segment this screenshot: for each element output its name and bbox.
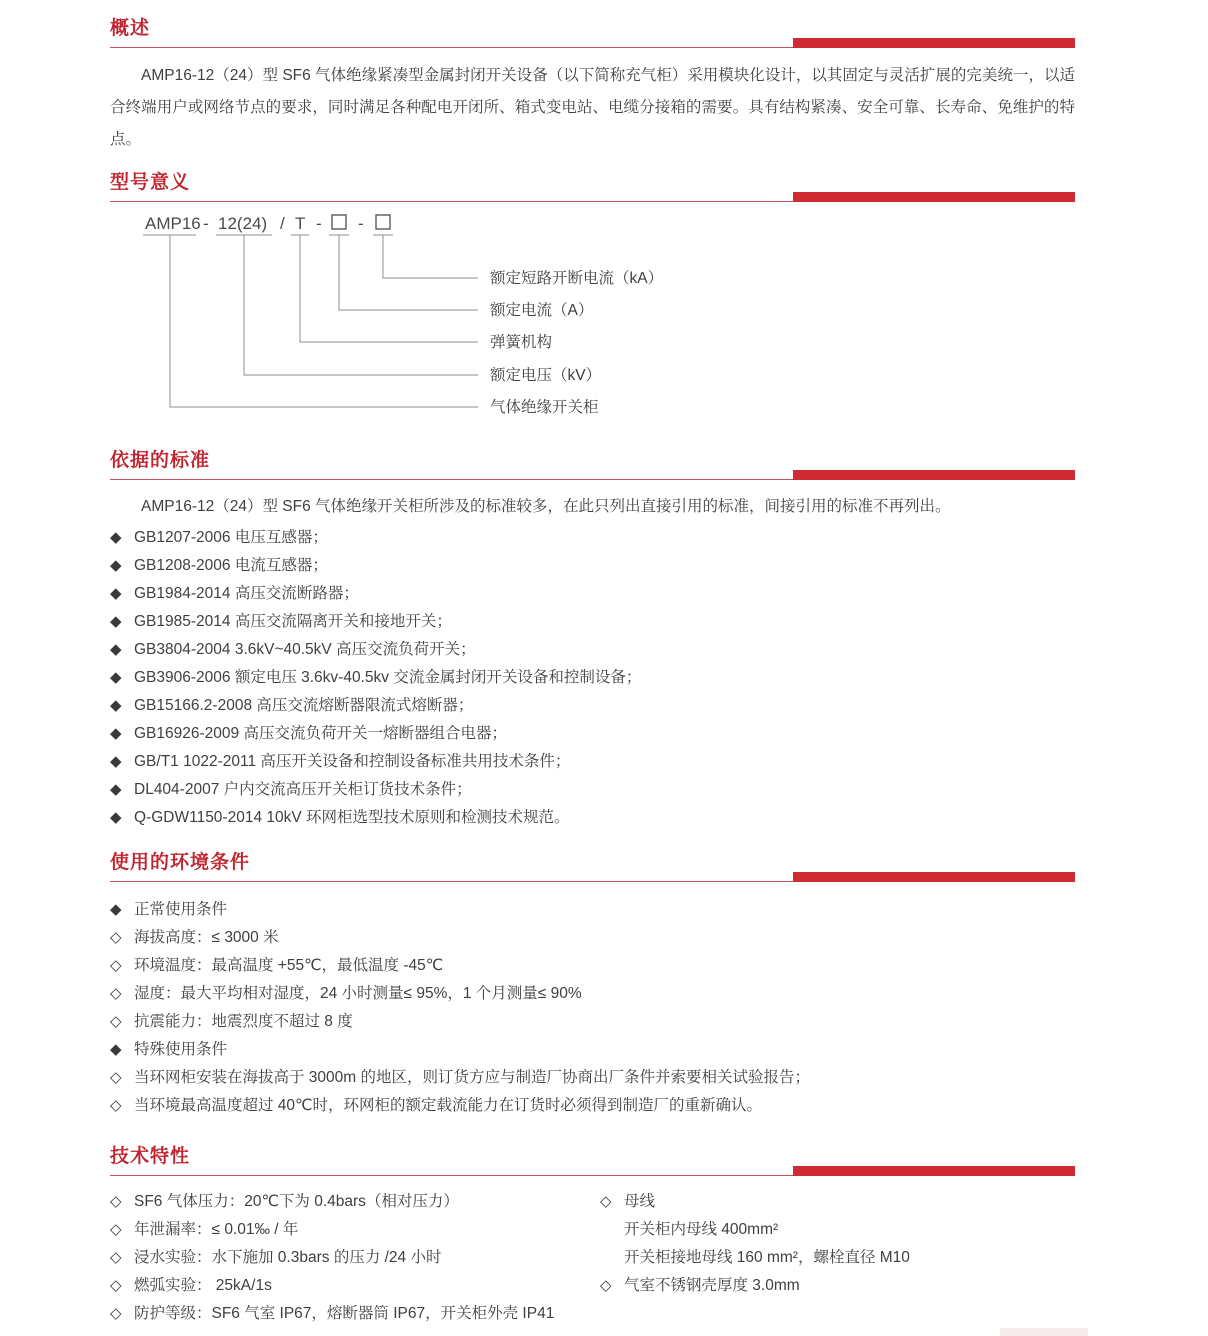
technical-columns	[110, 1188, 1075, 1328]
section-title-standards: 依据的标准	[110, 450, 211, 471]
technical-text: SF6 气体压力：20℃下为 0.4bars（相对压力）	[134, 1193, 459, 1210]
standard-text: GB15166.2-2008 高压交流熔断器限流式熔断器；	[134, 697, 474, 714]
connector-line	[383, 235, 478, 278]
overview-paragraph: AMP16-12（24）型 SF6 气体绝缘紧凑型金属封闭开关设备（以下简称充气柜）采用模块化设计，以其固定与灵活扩展的完美统一，以适合终端用户或网络节点的要求，同时满足各种配电开闭所、箱式变电站、电缆分接箱的需要。具有结构紧凑、安全可靠、长寿命、免维护的特点。	[110, 67, 1075, 148]
environment-list	[110, 896, 1075, 1120]
technical-item	[600, 1244, 1075, 1272]
diamond-bullet: ◇	[110, 929, 122, 946]
section-title-overview: 概述	[110, 18, 151, 39]
standards-list	[110, 524, 1075, 832]
standard-text: GB1984-2014 高压交流断路器；	[134, 585, 359, 602]
model-code-separator: -	[316, 214, 322, 233]
connector-line	[170, 235, 478, 407]
section-rule	[110, 196, 1075, 202]
environment-text: 抗震能力：地震烈度不超过 8 度	[134, 1013, 353, 1030]
technical-item	[110, 1188, 600, 1216]
technical-item	[600, 1272, 1075, 1300]
model-code-separator: /	[280, 214, 285, 233]
technical-text: 开关柜接地母线 160 mm²，螺栓直径 M10	[624, 1249, 910, 1266]
environment-item	[110, 1008, 1075, 1036]
standard-item	[110, 776, 1075, 804]
model-label: 弹簧机构	[490, 334, 553, 351]
diamond-bullet: ◆	[110, 529, 122, 546]
model-labels	[490, 269, 663, 416]
environment-item	[110, 1064, 1075, 1092]
section-title-technical: 技术特性	[110, 1146, 191, 1167]
standard-item	[110, 636, 1075, 664]
section-rule	[110, 474, 1075, 480]
diamond-bullet: ◇	[110, 1221, 122, 1238]
page-content	[110, 16, 1075, 1328]
standard-text: GB16926-2009 高压交流负荷开关一熔断器组合电器；	[134, 725, 507, 742]
section-rule	[110, 876, 1075, 882]
model-code-placeholder-box	[332, 215, 346, 229]
diamond-bullet: ◆	[110, 669, 122, 686]
technical-column-left	[110, 1188, 600, 1328]
section-rule	[110, 1170, 1075, 1176]
model-code-separator: -	[203, 214, 209, 233]
model-label: 气体绝缘开关柜	[490, 399, 599, 416]
model-code	[145, 214, 390, 233]
connector-line	[244, 235, 478, 375]
diamond-bullet: ◆	[110, 781, 122, 798]
standard-text: Q-GDW1150-2014 10kV 环网柜选型技术原则和检测技术规范。	[134, 809, 570, 826]
standard-item	[110, 664, 1075, 692]
standard-item	[110, 608, 1075, 636]
section-technical-header	[110, 1144, 1075, 1176]
diamond-bullet	[600, 1244, 624, 1272]
standard-text: DL404-2007 户内交流高压开关柜订货技术条件；	[134, 781, 472, 798]
standard-item	[110, 692, 1075, 720]
diamond-bullet: ◆	[110, 557, 122, 574]
model-code-mechanism: T	[295, 214, 306, 233]
model-designation-diagram	[110, 210, 1075, 420]
diamond-bullet: ◇	[110, 1193, 122, 1210]
section-title-model: 型号意义	[110, 172, 191, 193]
standard-item	[110, 580, 1075, 608]
section-title-environment: 使用的环境条件	[110, 852, 251, 873]
environment-text: 当环境最高温度超过 40℃时，环网柜的额定载流能力在订货时必须得到制造厂的重新确认。	[134, 1097, 762, 1114]
environment-text: 正常使用条件	[134, 901, 228, 918]
standard-text: GB3804-2004 3.6kV~40.5kV 高压交流负荷开关；	[134, 641, 476, 658]
environment-text: 环境温度：最高温度 +55℃，最低温度 -45℃	[134, 957, 444, 974]
section-model-header	[110, 170, 1075, 202]
diamond-bullet: ◆	[110, 1041, 122, 1058]
connector-line	[300, 235, 478, 342]
diamond-bullet: ◆	[110, 753, 122, 770]
diamond-bullet: ◆	[110, 585, 122, 602]
technical-text: 开关柜内母线 400mm²	[624, 1221, 779, 1238]
footer-accent	[1000, 1328, 1088, 1336]
model-code-voltage: 12(24)	[218, 214, 268, 233]
model-code-prefix: AMP16	[145, 214, 201, 233]
diamond-bullet: ◇	[110, 1069, 122, 1086]
technical-text: 燃弧实验： 25kA/1s	[134, 1277, 272, 1294]
diamond-bullet: ◇	[110, 1249, 122, 1266]
technical-item	[110, 1272, 600, 1300]
diamond-bullet	[600, 1216, 624, 1244]
technical-item	[110, 1300, 600, 1328]
standard-item	[110, 720, 1075, 748]
diamond-bullet: ◇	[600, 1193, 612, 1210]
standards-intro: AMP16-12（24）型 SF6 气体绝缘开关柜所涉及的标准较多，在此只列出直接引用的标准，间接引用的标准不再列出。	[141, 498, 951, 515]
standard-item	[110, 748, 1075, 776]
section-accent-bar	[793, 470, 1075, 480]
diamond-bullet: ◇	[110, 1097, 122, 1114]
section-environment-header	[110, 850, 1075, 882]
diamond-bullet: ◆	[110, 725, 122, 742]
diamond-bullet: ◆	[110, 809, 122, 826]
section-accent-bar	[793, 192, 1075, 202]
environment-text: 海拔高度：≤ 3000 米	[134, 929, 279, 946]
environment-text: 湿度：最大平均相对湿度，24 小时测量≤ 95%，1 个月测量≤ 90%	[134, 985, 582, 1002]
technical-text: 防护等级：SF6 气室 IP67，熔断器筒 IP67，开关柜外壳 IP41	[134, 1305, 555, 1322]
environment-text: 特殊使用条件	[134, 1041, 228, 1058]
technical-text: 浸水实验：水下施加 0.3bars 的压力 /24 小时	[134, 1249, 442, 1266]
section-rule	[110, 42, 1075, 48]
environment-item	[110, 980, 1075, 1008]
environment-item	[110, 1092, 1075, 1120]
diamond-bullet: ◇	[110, 1277, 122, 1294]
diamond-bullet: ◇	[600, 1277, 612, 1294]
model-label: 额定短路开断电流（kA）	[490, 270, 664, 287]
section-standards-header	[110, 448, 1075, 480]
environment-item	[110, 952, 1075, 980]
technical-text: 年泄漏率：≤ 0.01‰ / 年	[134, 1221, 299, 1238]
diamond-bullet: ◆	[110, 613, 122, 630]
model-connector-lines	[143, 235, 478, 407]
section-accent-bar	[793, 38, 1075, 48]
diamond-bullet: ◇	[110, 957, 122, 974]
standard-item	[110, 524, 1075, 552]
standard-text: GB/T1 1022-2011 高压开关设备和控制设备标准共用技术条件；	[134, 753, 571, 770]
standard-item	[110, 804, 1075, 832]
section-accent-bar	[793, 1166, 1075, 1176]
technical-item	[600, 1216, 1075, 1244]
standard-text: GB1985-2014 高压交流隔离开关和接地开关；	[134, 613, 452, 630]
standard-text: GB3906-2006 额定电压 3.6kv-40.5kv 交流金属封闭开关设备和控制设备；	[134, 669, 642, 686]
environment-item	[110, 896, 1075, 924]
standard-item	[110, 552, 1075, 580]
technical-item	[110, 1244, 600, 1272]
technical-text: 气室不锈钢壳厚度 3.0mm	[624, 1277, 800, 1294]
technical-text: 母线	[624, 1193, 656, 1210]
environment-item	[110, 1036, 1075, 1064]
model-label: 额定电流（A）	[490, 302, 594, 319]
diamond-bullet: ◆	[110, 901, 122, 918]
diamond-bullet: ◇	[110, 1013, 122, 1030]
environment-item	[110, 924, 1075, 952]
connector-line	[339, 235, 478, 310]
technical-item	[600, 1188, 1075, 1216]
diamond-bullet: ◆	[110, 641, 122, 658]
model-code-separator: -	[358, 214, 364, 233]
diamond-bullet: ◆	[110, 697, 122, 714]
model-code-placeholder-box	[376, 215, 390, 229]
section-accent-bar	[793, 872, 1075, 882]
diamond-bullet: ◇	[110, 985, 122, 1002]
standard-text: GB1208-2006 电流互感器；	[134, 557, 328, 574]
model-label: 额定电压（kV）	[490, 367, 602, 384]
technical-item	[110, 1216, 600, 1244]
technical-column-right	[600, 1188, 1075, 1328]
environment-text: 当环网柜安装在海拔高于 3000m 的地区，则订货方应与制造厂协商出厂条件并索要相关试验报告；	[134, 1069, 811, 1086]
section-overview-header	[110, 16, 1075, 48]
diamond-bullet: ◇	[110, 1305, 122, 1322]
standard-text: GB1207-2006 电压互感器；	[134, 529, 328, 546]
